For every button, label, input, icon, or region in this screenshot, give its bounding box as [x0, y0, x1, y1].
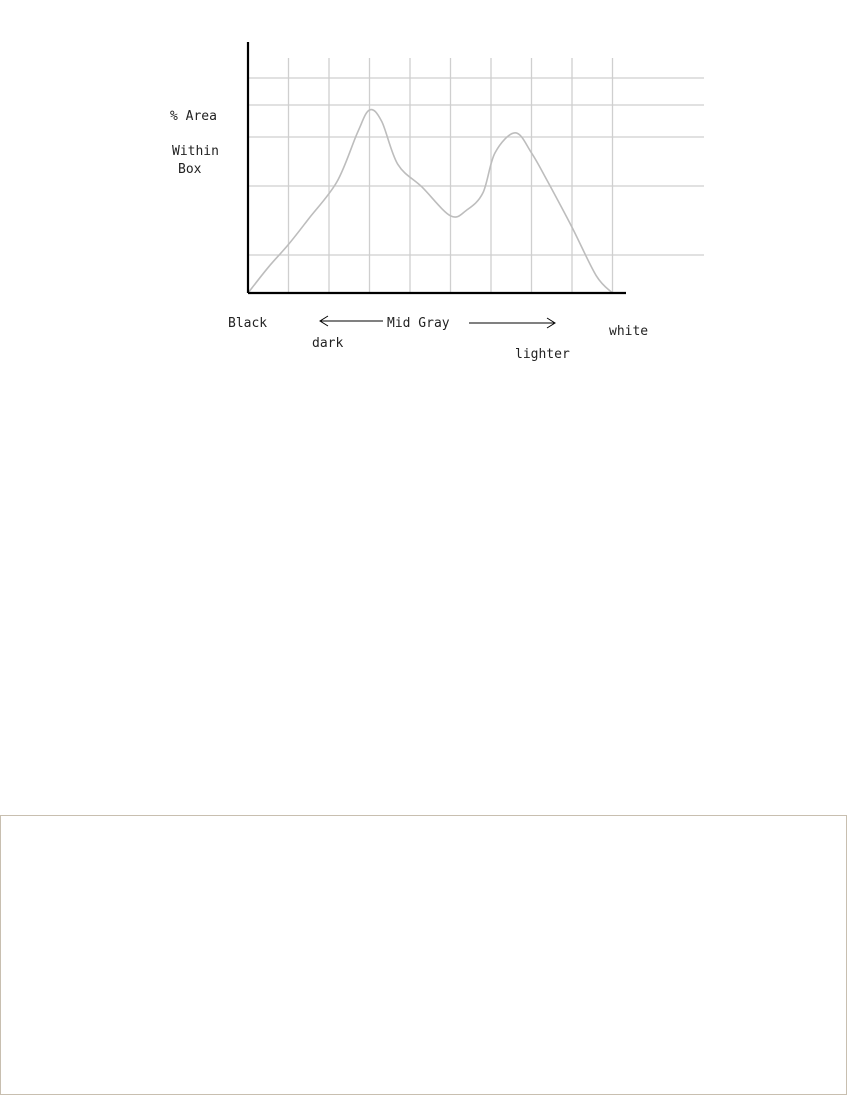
x-label-white: white: [609, 324, 649, 339]
x-label-dark: dark: [312, 336, 344, 351]
y-label-line-1: % Area: [170, 109, 217, 124]
histogram-chart: [170, 0, 722, 383]
right-arrow: [469, 318, 555, 328]
x-label-black: Black: [228, 316, 268, 331]
x-label-lighter: lighter: [515, 347, 570, 362]
y-label-line-3: Box: [178, 162, 202, 177]
histogram-figure: [170, 0, 722, 383]
empty-bordered-panel: [0, 815, 847, 1095]
left-arrow: [320, 316, 383, 326]
grid: [248, 58, 704, 293]
x-label-mid-gray: Mid Gray: [387, 316, 450, 331]
y-label-line-2: Within: [172, 144, 219, 159]
